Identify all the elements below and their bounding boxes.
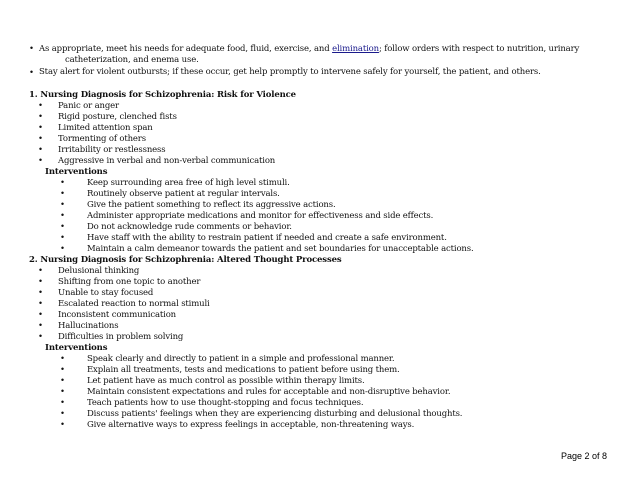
list-item: Inconsistent communication [58, 310, 176, 320]
bullet-marker: • [60, 233, 65, 243]
bullet-marker: • [38, 145, 43, 155]
bullet-marker: • [60, 387, 65, 397]
bullet-marker: • [38, 299, 43, 309]
list-item: Irritability or restlessness [58, 145, 166, 155]
bullet-marker: • [60, 244, 65, 254]
section-1-interventions-label: Interventions [45, 167, 108, 177]
elimination-link[interactable]: elimination [332, 44, 379, 54]
bullet-marker: • [60, 354, 65, 364]
bullet-marker: • [60, 409, 65, 419]
list-item: Hallucinations [58, 321, 119, 331]
list-item: Rigid posture, clenched fists [58, 112, 177, 122]
top-bullet-1 [39, 44, 579, 55]
top-bullet-1-pre: As appropriate, meet his needs for adequate food, fluid, exercise, and [39, 44, 333, 54]
bullet-marker: • [38, 332, 43, 342]
intervention-item: Maintain a calm demeanor towards the patient and set boundaries for unacceptable actions. [87, 244, 474, 254]
bullet-marker: • [38, 288, 43, 298]
intervention-item: Discuss patients' feelings when they are experiencing disturbing and delusional thoughts. [87, 409, 463, 419]
bullet-marker: • [60, 178, 65, 188]
top-bullet-1-continuation: catheterization, and enema use. [65, 55, 199, 65]
intervention-item: Routinely observe patient at regular intervals. [87, 189, 280, 199]
intervention-item: Explain all treatments, tests and medications to patient before using them. [87, 365, 400, 375]
list-item: Delusional thinking [58, 266, 140, 276]
bullet-marker: • [60, 222, 65, 232]
bullet-marker: • [38, 123, 43, 133]
intervention-item: Give the patient something to reflect its aggressive actions. [87, 200, 336, 210]
bullet-marker: • [29, 68, 34, 78]
bullet-marker: • [60, 376, 65, 386]
bullet-marker: • [60, 200, 65, 210]
intervention-item: Let patient have as much control as possible within therapy limits. [87, 376, 365, 386]
list-item: Panic or anger [58, 101, 119, 111]
bullet-marker: • [60, 365, 65, 375]
page-number: Page 2 of 8 [560, 451, 607, 461]
bullet-marker: • [38, 134, 43, 144]
intervention-item: Administer appropriate medications and monitor for effectiveness and side effects. [87, 211, 434, 221]
intervention-item: Have staff with the ability to restrain patient if needed and create a safe environment. [87, 233, 447, 243]
intervention-item: Teach patients how to use thought-stopping and focus techniques. [87, 398, 364, 408]
bullet-marker: • [38, 101, 43, 111]
bullet-marker: • [60, 420, 65, 430]
bullet-marker: • [38, 310, 43, 320]
list-item: Unable to stay focused [58, 288, 154, 298]
bullet-marker: • [60, 211, 65, 221]
section-1-title: 1. Nursing Diagnosis for Schizophrenia: Risk for Violence [29, 90, 296, 100]
bullet-marker: • [38, 321, 43, 331]
section-2-title: 2. Nursing Diagnosis for Schizophrenia: Altered Thought Processes [29, 255, 342, 265]
intervention-item: Speak clearly and directly to patient in a simple and professional manner. [87, 354, 395, 364]
intervention-item: Give alternative ways to express feelings in acceptable, non-threatening ways. [87, 420, 415, 430]
list-item: Tormenting of others [58, 134, 146, 144]
top-bullet-1-post: ; follow orders with respect to nutrition, urinary [378, 44, 580, 54]
section-2-interventions-label: Interventions [45, 343, 108, 353]
list-item: Difficulties in problem solving [58, 332, 184, 342]
list-item: Escalated reaction to normal stimuli [58, 299, 210, 309]
intervention-item: Do not acknowledge rude comments or behavior. [87, 222, 292, 232]
bullet-marker: • [38, 277, 43, 287]
list-item: Aggressive in verbal and non-verbal communication [58, 156, 276, 166]
list-item: Shifting from one topic to another [58, 277, 201, 287]
bullet-marker: • [60, 398, 65, 408]
intervention-item: Keep surrounding area free of high level stimuli. [87, 178, 290, 188]
bullet-marker: • [38, 156, 43, 166]
bullet-marker: • [29, 44, 34, 54]
bullet-marker: • [38, 112, 43, 122]
top-bullet-2: Stay alert for violent outbursts; if these occur, get help promptly to intervene safely for yourself, the patient, and others. [39, 67, 541, 77]
bullet-marker: • [60, 189, 65, 199]
intervention-item: Maintain consistent expectations and rules for acceptable and non-disruptive behavior. [87, 387, 451, 397]
bullet-marker: • [38, 266, 43, 276]
list-item: Limited attention span [58, 123, 153, 133]
